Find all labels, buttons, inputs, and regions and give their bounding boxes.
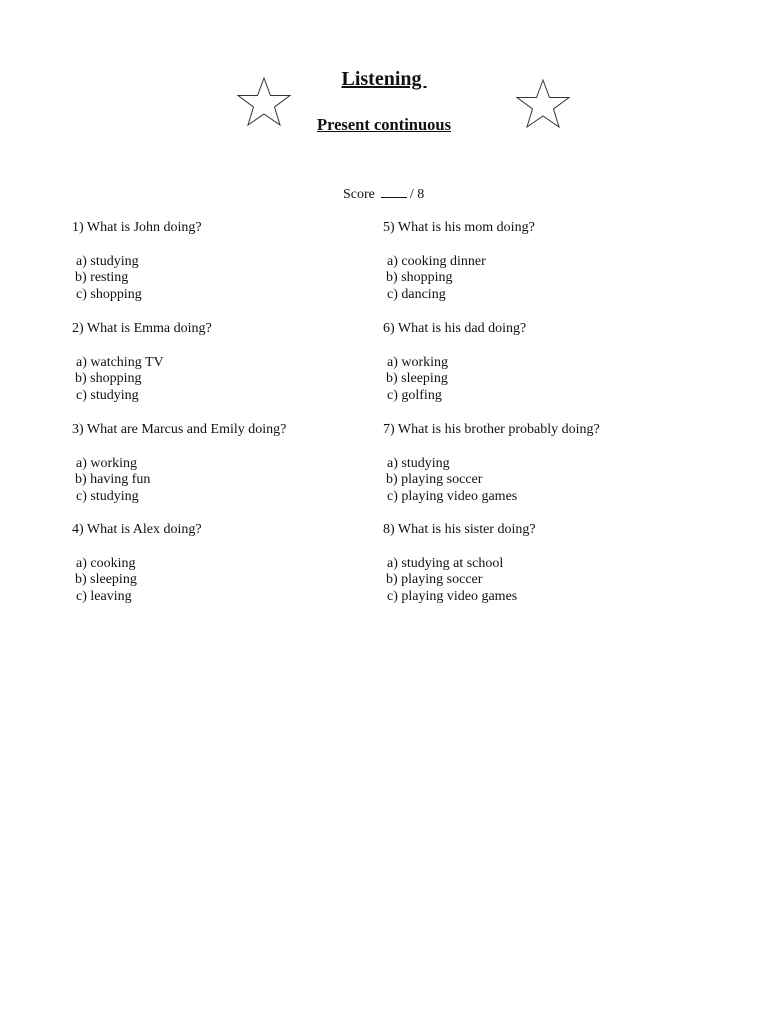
option-c[interactable]: c) playing video games (387, 589, 518, 605)
question-3 (72, 422, 402, 506)
question-6 (383, 321, 713, 405)
option-c[interactable]: c) leaving (76, 589, 132, 605)
question-4 (72, 522, 402, 606)
option-c[interactable]: c) golfing (387, 388, 442, 404)
score-label: Score (343, 187, 375, 202)
option-b[interactable]: b) sleeping (75, 572, 137, 588)
option-a[interactable]: a) working (387, 354, 449, 370)
option-b[interactable]: b) having fun (75, 472, 151, 488)
option-a[interactable]: a) cooking dinner (387, 253, 486, 269)
option-a[interactable]: a) working (76, 455, 138, 471)
page-title: Listening (341, 68, 427, 90)
option-b[interactable]: b) playing soccer (386, 572, 483, 588)
option-a[interactable]: a) studying at school (387, 555, 504, 571)
question-prompt: 7) What is his brother probably doing? (383, 422, 600, 437)
question-prompt: 5) What is his mom doing? (383, 220, 535, 235)
option-a[interactable]: a) studying (387, 455, 450, 471)
score-blank[interactable] (381, 186, 407, 198)
score-line (343, 186, 424, 203)
option-b[interactable]: b) shopping (75, 371, 142, 387)
option-b[interactable]: b) shopping (386, 270, 453, 286)
question-prompt: 2) What is Emma doing? (72, 321, 212, 336)
question-7 (383, 422, 713, 506)
option-c[interactable]: c) dancing (387, 287, 446, 303)
page-subtitle: Present continuous (317, 115, 451, 134)
question-2 (72, 321, 402, 405)
question-prompt: 3) What are Marcus and Emily doing? (72, 422, 287, 437)
option-c[interactable]: c) playing video games (387, 489, 518, 505)
option-c[interactable]: c) studying (76, 388, 139, 404)
option-a[interactable]: a) studying (76, 253, 139, 269)
option-b[interactable]: b) resting (75, 270, 129, 286)
option-b[interactable]: b) sleeping (386, 371, 448, 387)
question-8 (383, 522, 713, 606)
option-b[interactable]: b) playing soccer (386, 472, 483, 488)
score-total: / 8 (409, 187, 425, 202)
option-c[interactable]: c) studying (76, 489, 139, 505)
question-5 (383, 220, 713, 304)
question-prompt: 6) What is his dad doing? (383, 321, 527, 336)
option-c[interactable]: c) shopping (76, 287, 142, 303)
question-1 (72, 220, 402, 304)
question-prompt: 8) What is his sister doing? (383, 522, 536, 537)
question-prompt: 4) What is Alex doing? (72, 522, 202, 537)
option-a[interactable]: a) watching TV (76, 354, 164, 370)
option-a[interactable]: a) cooking (76, 555, 136, 571)
question-prompt: 1) What is John doing? (72, 220, 202, 235)
